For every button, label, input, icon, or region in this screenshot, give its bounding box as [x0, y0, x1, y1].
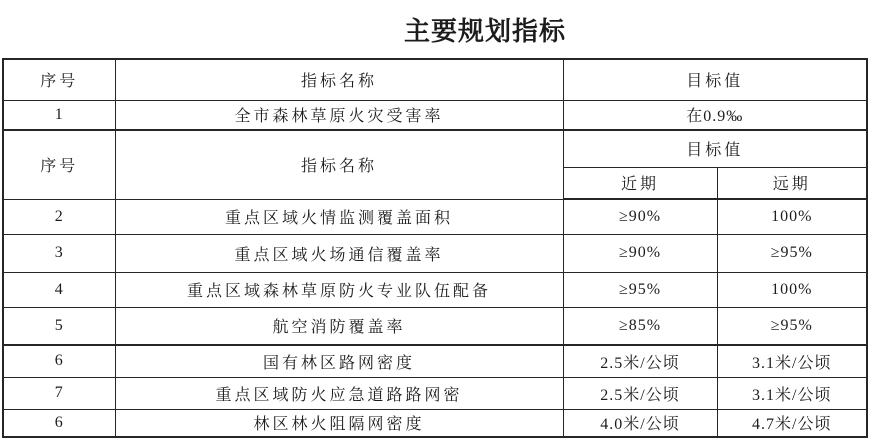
title-bar — [0, 0, 870, 58]
planning-indicators-table — [2, 58, 868, 438]
seq-cell: 7 — [3, 377, 115, 409]
near-term-cell: 4.0米/公顷 — [563, 409, 717, 437]
near-term-cell: 2.5米/公顷 — [563, 377, 717, 409]
far-term-cell: ≥95% — [717, 234, 867, 272]
page-title: 主要规划指标 — [403, 15, 566, 46]
indicator-name-cell: 航空消防覆盖率 — [115, 307, 563, 345]
seq-cell: 2 — [3, 199, 115, 234]
indicator-name-cell: 重点区域防火应急道路路网密 — [115, 377, 563, 409]
seq-cell: 6 — [3, 345, 115, 377]
seq-cell: 3 — [3, 234, 115, 272]
near-term-cell: 2.5米/公顷 — [563, 345, 717, 377]
indicator-name-cell: 重点区域森林草原防火专业队伍配备 — [115, 272, 563, 307]
header-target-value: 目标值 — [563, 130, 867, 167]
far-term-cell: 100% — [717, 272, 867, 307]
seq-cell: 5 — [3, 307, 115, 345]
header-target-value: 目标值 — [563, 59, 867, 100]
section1-header-row — [3, 59, 867, 100]
indicator-name-cell: 重点区域火情监测覆盖面积 — [115, 199, 563, 234]
table-row — [3, 272, 867, 307]
header-seq: 序号 — [3, 130, 115, 199]
near-term-cell: ≥95% — [563, 272, 717, 307]
header-seq: 序号 — [3, 59, 115, 100]
far-term-cell: 3.1米/公顷 — [717, 345, 867, 377]
table-row — [3, 345, 867, 377]
far-term-cell: 100% — [717, 199, 867, 234]
header-indicator-name: 指标名称 — [115, 130, 563, 199]
table-row — [3, 307, 867, 345]
indicator-name-cell: 重点区域火场通信覆盖率 — [115, 234, 563, 272]
seq-cell: 6 — [3, 409, 115, 437]
indicator-name-cell: 林区林火阻隔网密度 — [115, 409, 563, 437]
seq-cell: 1 — [3, 100, 115, 130]
table-row — [3, 100, 867, 130]
far-term-cell: 4.7米/公顷 — [717, 409, 867, 437]
far-term-cell: 3.1米/公顷 — [717, 377, 867, 409]
near-term-cell: ≥85% — [563, 307, 717, 345]
near-term-cell: ≥90% — [563, 234, 717, 272]
table-row — [3, 377, 867, 409]
far-term-cell: ≥95% — [717, 307, 867, 345]
indicator-name-cell: 全市森林草原火灾受害率 — [115, 100, 563, 130]
section2-header-row-top — [3, 130, 867, 167]
header-indicator-name: 指标名称 — [115, 59, 563, 100]
indicator-name-cell: 国有林区路网密度 — [115, 345, 563, 377]
header-far-term: 远期 — [717, 167, 867, 199]
seq-cell: 4 — [3, 272, 115, 307]
table-row — [3, 234, 867, 272]
table-row — [3, 409, 867, 437]
table-row — [3, 199, 867, 234]
near-term-cell: ≥90% — [563, 199, 717, 234]
target-value-cell: 在0.9‰ — [563, 100, 867, 130]
header-near-term: 近期 — [563, 167, 717, 199]
